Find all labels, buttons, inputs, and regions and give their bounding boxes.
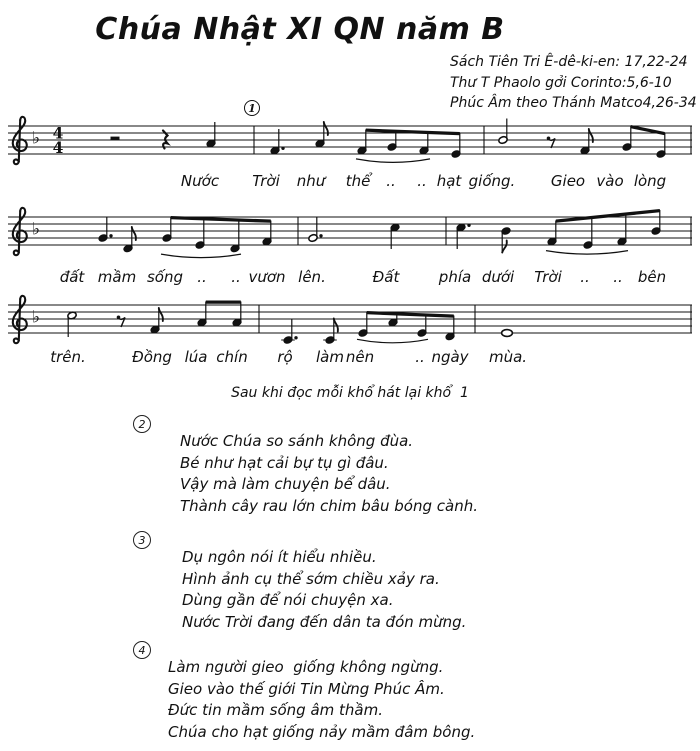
verse-line: Dụ ngôn nói ít hiểu nhiều. [182, 548, 377, 566]
note-head [232, 318, 242, 327]
eighth-rest [117, 316, 121, 320]
lyric-word: lúa [184, 348, 208, 366]
lyric-word: mầm [97, 268, 137, 286]
lyric-word: Gieo [550, 172, 586, 190]
note-head [195, 241, 205, 250]
note-head [123, 244, 133, 253]
note-head [197, 318, 207, 327]
augmentation-dot [294, 336, 297, 339]
lyric-word: .. [386, 172, 396, 190]
lyric-word: .. [231, 268, 241, 286]
lyric-word: như [296, 172, 326, 190]
verse-line: Làm người gieo giống không ngừng. [168, 658, 444, 676]
eighth-flag [334, 319, 338, 332]
verse-line: Dùng gần để nói chuyện xa. [182, 591, 394, 609]
note-head [502, 330, 513, 337]
note-head [583, 241, 593, 250]
note-head [417, 329, 427, 338]
lyric-word: .. [415, 348, 425, 366]
verse-lines [182, 547, 466, 633]
augmentation-dot [319, 234, 322, 237]
slur [161, 254, 241, 258]
augmentation-dot [467, 224, 470, 227]
augmentation-dot [109, 234, 112, 237]
verse-line: Nước Trời đang đến dân ta đón mừng. [182, 612, 467, 631]
slur [546, 251, 628, 255]
verse-line: Vậy mà làm chuyện bể dâu. [180, 475, 391, 493]
page-title: Chúa Nhật XI QN năm B [95, 12, 505, 47]
treble-clef-icon [19, 299, 20, 341]
lyric-word: .. [580, 268, 590, 286]
treble-clef-icon [13, 117, 27, 151]
augmentation-dot [281, 147, 284, 150]
lyric-word: dưới [481, 268, 515, 286]
verse-line: Gieo vào thế giới Tin Mừng Phúc Âm. [168, 679, 445, 698]
note-head [390, 223, 400, 232]
eighth-flag [159, 308, 163, 321]
note-head [617, 237, 627, 246]
eighth-rest [547, 137, 551, 141]
slur [357, 339, 428, 343]
note-head [325, 336, 335, 345]
lyric-word: nên [345, 348, 375, 366]
lyric-word: Đất [372, 268, 400, 286]
quarter-rest [163, 131, 168, 149]
lyric-word: giống. [468, 172, 516, 190]
note-head [150, 325, 160, 334]
verse-line: Thành cây rau lớn chim bâu bóng cành. [180, 496, 478, 515]
staff-2 [8, 208, 692, 258]
eighth-flag [324, 122, 328, 135]
note-head [357, 146, 367, 155]
lyric-word: lên. [298, 268, 326, 286]
verse-line: Chúa cho hạt giống nảy mầm đâm bông. [168, 722, 476, 741]
eighth-flag [589, 129, 593, 142]
lyric-word: lòng [633, 172, 667, 190]
lyric-word: Đồng [132, 348, 172, 366]
note-head [67, 311, 77, 320]
treble-clef-icon [13, 208, 27, 242]
note-head [230, 244, 240, 253]
note-head [656, 150, 666, 159]
note-head [262, 237, 272, 246]
slur [356, 159, 430, 163]
note-head [501, 227, 511, 236]
note-head [387, 143, 397, 152]
time-signature: 4 [52, 123, 64, 143]
eighth-flag [132, 227, 136, 240]
verse-lines [180, 431, 478, 517]
note-head [456, 223, 466, 232]
treble-clef-icon [14, 339, 19, 344]
verse-number-badge: 4 [133, 641, 151, 659]
lyric-word: trên. [50, 348, 86, 366]
eighth-flag [502, 241, 507, 253]
time-signature: 4 [52, 137, 64, 157]
note-head [98, 234, 108, 243]
verse-number-badge: 3 [133, 531, 151, 549]
beam [206, 301, 241, 304]
eighth-rest [119, 318, 126, 328]
half-rest [111, 137, 120, 140]
treble-clef-icon [19, 120, 20, 162]
lyric-word: rộ [277, 348, 293, 366]
note-head [358, 329, 368, 338]
lyric-word: chín [216, 348, 248, 366]
section-number-circle [245, 101, 260, 116]
beam [556, 209, 660, 223]
section-number: 1 [248, 101, 256, 115]
note-head [419, 146, 429, 155]
beam [171, 216, 271, 223]
beam [367, 311, 454, 318]
staff-3 [8, 296, 692, 345]
lyric-word: thể [345, 172, 371, 190]
flat-sign-icon: ♭ [31, 219, 41, 240]
flat-sign-icon: ♭ [31, 307, 41, 328]
lyric-word: phía [438, 268, 472, 286]
reference-line: Sách Tiên Tri Ê-dê-ki-en: 17,22-24 [450, 54, 688, 70]
verse-lines [168, 657, 475, 743]
verse-line: Nước Chúa so sánh không đùa. [180, 432, 414, 450]
lyric-word: vào [596, 172, 624, 190]
note-head [315, 139, 325, 148]
lyric-word: Nước [180, 172, 220, 190]
lyric-word: .. [417, 172, 427, 190]
lyric-word: hạt [436, 172, 462, 190]
note-head [622, 143, 632, 152]
verse-line: Bé như hạt cải bự tụ gì đâu. [180, 453, 389, 472]
note-head [451, 150, 461, 159]
verse-line: Đức tin mầm sống âm thầm. [168, 701, 383, 719]
scripture-references [450, 52, 697, 114]
lyric-word: mùa. [488, 348, 528, 366]
lyric-word: Trời [252, 172, 280, 190]
note-head [283, 336, 293, 345]
refrain-instruction: Sau khi đọc mỗi khổ hát lại khổ 1 [231, 385, 469, 401]
flat-sign-icon: ♭ [31, 128, 41, 149]
reference-line: Thư T Phaolo gởi Corinto:5,6-10 [450, 74, 672, 91]
reference-line: Phúc Âm theo Thánh Matco4,26-34 [450, 95, 697, 111]
beam [631, 125, 665, 135]
lyric-word: làm [316, 348, 344, 366]
beam [366, 129, 460, 136]
treble-clef-icon [13, 296, 27, 330]
lyric-word: sống [146, 268, 184, 286]
note-head [308, 234, 318, 243]
treble-clef-icon [14, 160, 19, 165]
eighth-rest [549, 139, 556, 149]
lyric-word: ngày [431, 348, 469, 366]
note-head [388, 318, 398, 327]
lyric-word: Trời [534, 268, 562, 286]
lyric-word: vươn [248, 268, 286, 286]
note-head [270, 146, 280, 155]
note-head [580, 146, 590, 155]
treble-clef-icon [14, 251, 19, 256]
note-head [498, 136, 508, 145]
lyric-word: .. [197, 268, 207, 286]
note-head [651, 227, 661, 236]
verse-line: Hình ảnh cụ thể sớm chiều xảy ra. [182, 569, 440, 588]
lyric-word: .. [613, 268, 623, 286]
note-head [547, 237, 557, 246]
lyric-word: bên [637, 268, 667, 286]
note-head [206, 139, 216, 148]
treble-clef-icon [19, 211, 20, 253]
note-head [445, 332, 455, 341]
verse-number-badge: 2 [133, 415, 151, 433]
lyric-word: đất [59, 268, 85, 286]
note-head [162, 234, 172, 243]
